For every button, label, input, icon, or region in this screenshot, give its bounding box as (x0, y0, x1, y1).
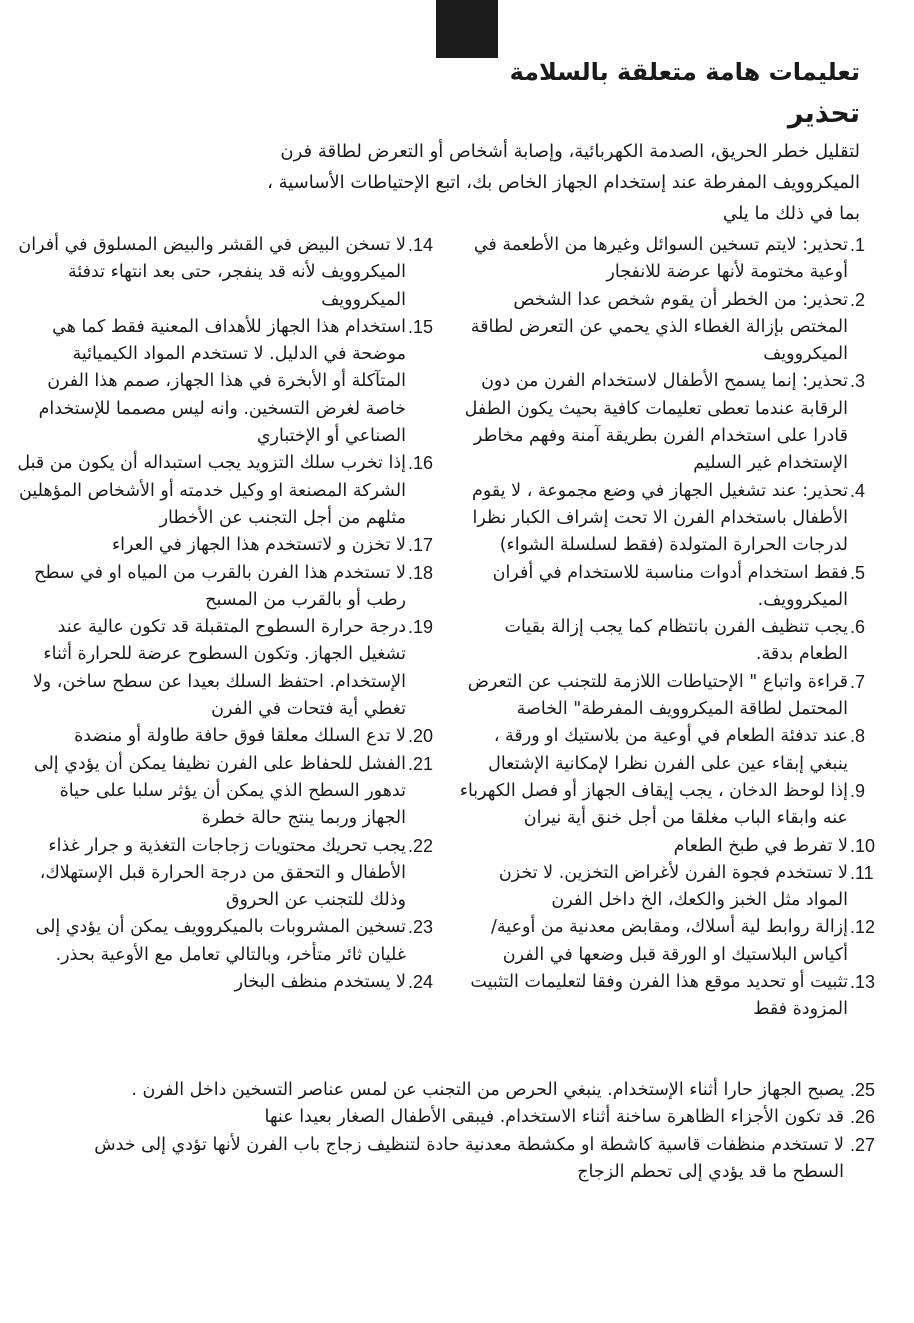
item-number: .1 (850, 235, 866, 255)
list-item (16, 314, 436, 450)
item-number: .12 (850, 917, 876, 938)
item-text: لا تستخدم منظفات قاسية كاشطة او مكشطة معدنية حادة لتنظيف زجاج باب الفرن لأنها تؤدي إلى خدش السطح ما قد يؤدي إلى تحطم الزجاج (94, 1134, 844, 1182)
page-title: تعليمات هامة متعلقة بالسلامة (509, 58, 860, 86)
section-tab-marker (436, 0, 498, 58)
list-item (453, 833, 878, 860)
item-number: .24 (408, 972, 434, 993)
list-item (16, 914, 436, 969)
item-text: لا تستخدم فجوة الفرن لأغراض التخزين. لا تخزن المواد مثل الخبز والكعك، الخ داخل الفرن (498, 862, 848, 911)
list-item (16, 723, 436, 750)
item-number: .27 (850, 1134, 876, 1155)
item-text: يجب تنظيف الفرن بانتظام كما يجب إزالة بقيات الطعام بدقة. (504, 617, 848, 665)
item-number: .7 (850, 671, 866, 692)
list-item (453, 723, 878, 778)
list-item (78, 1132, 878, 1187)
left-column-list (16, 232, 436, 996)
item-text: قراءة واتباع " الإحتياطات اللازمة للتجنب عن التعرض المحتمل لطاقة الميكروويف المفرطة" الخاصة (467, 671, 848, 720)
list-item (453, 287, 878, 369)
item-number: .16 (408, 453, 434, 474)
item-text: لا تستخدم هذا الفرن بالقرب من المياه او في سطح رطب أو بالقرب من المسبح (34, 562, 406, 610)
item-text: استخدام هذا الجهاز للأهداف المعنية فقط كما هي موضحة في الدليل. لا تستخدم المواد الكيميائية المتآكلة أو الأبخرة في هذا الجهاز، صمم هذا الفرن خاصة لغرض التسخين. وانه ليس مصمما للإستخدام الصناعي أو الإختباري (38, 316, 406, 447)
list-item (453, 478, 878, 560)
item-number: .5 (850, 562, 866, 583)
item-text: تسخين المشروبات بالميكروويف يمكن أن يؤدي إلى غليان ثائر متأخر، وبالتالي تعامل مع الأوعية بحذر. (35, 917, 406, 965)
list-item (16, 751, 436, 833)
item-number: .20 (408, 726, 434, 747)
item-number: .3 (850, 371, 866, 392)
item-text: تثبيت أو تحديد موقع هذا الفرن وفقا لتعليمات التثبيت المزودة فقط (470, 972, 848, 1020)
list-item (16, 532, 436, 559)
item-text: لا تدع السلك معلقا فوق حافة طاولة أو منضدة (74, 726, 406, 747)
item-text: إذا لوحظ الدخان ، يجب إيقاف الجهاز أو فصل الكهرباء عنه وابقاء الباب مغلقا من أجل خنق أية نيران (459, 780, 848, 829)
item-text: إذا تخرب سلك التزويد يجب استبداله أن يكون من قبل الشركة المصنعة او وكيل خدمته أو الأشخاص المؤهلين مثلهم من أجل التجنب عن الأخطار (17, 453, 406, 528)
item-text: تحذير: لايتم تسخين السوائل وغيرها من الأطعمة في أوعية مختومة لأنها عرضة للانفجار (473, 235, 848, 283)
list-item (453, 560, 878, 615)
item-text: لا تسخن البيض في القشر والبيض المسلوق في أفران الميكروويف لأنه قد ينفجر، حتى بعد انتهاء تدفئة الميكروويف (18, 235, 406, 310)
list-item (16, 560, 436, 615)
item-text: لا يستخدم منظف البخار (234, 972, 406, 993)
warning-heading: تحذير (787, 98, 860, 129)
item-text: تحذير: من الخطر أن يقوم شخص عدا الشخص المختص بإزالة الغطاء الذي يحمي عن التعرض لطاقة الميكروويف (470, 289, 848, 365)
item-number: .18 (408, 562, 434, 583)
list-item (453, 969, 878, 1024)
list-item (16, 614, 436, 723)
item-number: .14 (408, 235, 434, 255)
item-number: .6 (850, 617, 866, 638)
item-text: لا تخزن و لاتستخدم هذا الجهاز في العراء (111, 535, 406, 556)
item-number: .9 (850, 780, 866, 801)
item-number: .17 (408, 535, 434, 556)
item-text: الفشل للحفاظ على الفرن نظيفا يمكن أن يؤدي إلى تدهور السطح الذي يمكن أن يؤثر سلبا على حياة الجهاز وربما ينتج حالة خطرة (33, 753, 406, 829)
item-number: .26 (850, 1107, 876, 1128)
item-text: تحذير: إنما يسمح الأطفال لاستخدام الفرن من دون الرقابة عندما تعطى تعليمات كافية بحيث يكون الطفل قادرا على استخدام الفرن بطريقة آمنة وفهم مخاطر الإستخدام غير السليم (464, 371, 848, 474)
item-text: تحذير: عند تشغيل الجهاز في وضع مجموعة ، لا يقوم الأطفال باستخدام الفرن الا تحت إشراف الكبار نظرا لدرجات الحرارة المتولدة (فقط لسلسلة الشواء) (471, 480, 848, 556)
list-item (453, 860, 878, 915)
item-text: يصبح الجهاز حارا أثناء الإستخدام. ينبغي الحرص من التجنب عن لمس عناصر التسخين داخل الفرن . (131, 1080, 844, 1100)
list-item (453, 368, 878, 477)
item-text: قد تكون الأجزاء الظاهرة ساخنة أثناء الاستخدام. فيبقى الأطفال الصغار بعيدا عنها (264, 1107, 844, 1128)
list-item (78, 1077, 878, 1104)
item-number: .2 (850, 289, 866, 310)
item-number: .25 (850, 1080, 876, 1100)
list-item (16, 450, 436, 532)
item-text: فقط استخدام أدوات مناسبة للاستخدام في أفران الميكروويف. (492, 562, 848, 610)
item-text: يجب تحريك محتويات زجاجات التغذية و جرار غذاء الأطفال و التحقق من درجة الحرارة قبل الإستهلاك، وذلك للتجنب عن الحروق (39, 835, 406, 911)
item-number: .23 (408, 917, 434, 938)
item-number: .11 (850, 862, 874, 883)
list-item (453, 778, 878, 833)
item-number: .8 (850, 726, 866, 747)
bottom-list (78, 1077, 878, 1186)
list-item (78, 1104, 878, 1131)
item-number: .19 (408, 617, 434, 638)
list-item (16, 232, 436, 314)
list-item (16, 969, 436, 996)
item-number: .22 (408, 835, 434, 856)
list-item (453, 669, 878, 724)
item-number: .10 (850, 835, 876, 856)
list-item (453, 232, 878, 287)
list-item (453, 614, 878, 669)
right-column-list (453, 232, 878, 1024)
item-number: .15 (408, 316, 434, 337)
item-number: .13 (850, 972, 876, 993)
item-number: .21 (408, 753, 434, 774)
item-text: لا تفرط في طبخ الطعام (673, 835, 848, 856)
list-item (16, 833, 436, 915)
item-number: .4 (850, 480, 866, 501)
item-text: درجة حرارة السطوح المتقبلة قد تكون عالية عند تشغيل الجهاز. وتكون السطوح عرضة للحرارة أثناء الإستخدام. احتفظ السلك بعيدا عن سطح ساخن، ولا تغطي أية فتحات في الفرن (32, 617, 406, 720)
intro-paragraph: لتقليل خطر الحريق، الصدمة الكهربائية، وإصابة أشخاص أو التعرض لطاقة فرن الميكروويف المفرطة عند إستخدام الجهاز الخاص بك، اتبع الإحتياطات الأساسية ، بما في ذلك ما يلي (267, 141, 860, 224)
item-text: إزالة روابط لية أسلاك، ومقابض معدنية من أوعية/ أكياس البلاستيك او الورقة قبل وضعها في الفرن (491, 917, 848, 965)
item-text: عند تدفئة الطعام في أوعية من بلاستيك او ورقة ، ينبغي إبقاء عين على الفرن نظرا لإمكانية الإشتعال (488, 726, 848, 774)
list-item (453, 914, 878, 969)
